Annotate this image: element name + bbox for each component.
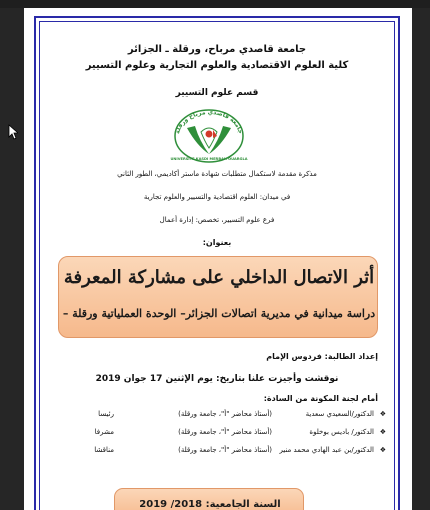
committee-member (46, 446, 386, 460)
member-rank: (أستاذ محاضر "أ"، جامعة ورقلة) (178, 428, 272, 436)
window-top-bar (0, 0, 430, 8)
thesis-title: أثر الاتصال الداخلي على مشاركة المعرفة (63, 267, 375, 288)
member-name: الدكتور/السعيدي سعدية (305, 410, 374, 418)
university-name: جامعة قاصدي مرباح، ورقلة ـ الجزائر (127, 44, 307, 55)
member-bullet: ❖ (379, 446, 386, 454)
thesis-title-box (58, 256, 378, 338)
memo-description: مذكرة مقدمة لاستكمال متطلبات شهادة ماستر أكاديمي، الطور الثاني (117, 170, 317, 178)
thesis-subtitle: دراسة ميدانية في مديرية اتصالات الجزائر– الوحدة العملياتية ورقلة – (62, 307, 376, 320)
member-bullet: ❖ (379, 428, 386, 436)
committee-label: أمام لجنة المكونة من السادة: (263, 394, 378, 403)
committee-member (46, 410, 386, 424)
viewer-right-margin (412, 8, 430, 510)
document-page (24, 8, 412, 510)
viewer-left-margin (0, 8, 24, 510)
member-name: الدكتور/بن عبد الهادي محمد منير (279, 446, 374, 454)
student-name: إعداد الطالبة: فردوس الإمام (266, 352, 378, 361)
field-line: في ميدان: العلوم اقتصادية والتسيير والعلوم تجارية (143, 193, 291, 201)
member-rank: (أستاذ محاضر "أ"، جامعة ورقلة) (178, 446, 272, 454)
title-label: بعنوان: (202, 238, 232, 247)
member-role: مشرفا (94, 428, 114, 436)
defense-date: نوقشت وأجيزت علنا بتاريخ: يوم الإثنين 17 جوان 2019 (95, 374, 339, 384)
logo-bottom-text: UNIVERSITE KASDI MERBAH OUARGLA (170, 157, 248, 161)
member-name: الدكتور/ باديس بوخلوة (309, 428, 374, 436)
academic-year: السنة الجامعية: 2018/ 2019 (139, 499, 281, 510)
member-role: رئيسا (98, 410, 114, 418)
member-role: مناقشا (94, 446, 114, 454)
member-bullet: ❖ (379, 410, 386, 418)
committee-member (46, 428, 386, 442)
mouse-pointer-icon (8, 124, 18, 140)
faculty-name: كلية العلوم الاقتصادية والعلوم التجارية وعلوم التسيير (85, 60, 349, 71)
department-name: قسم علوم التسيير (175, 88, 259, 98)
logo-arc-text: جامعة قاصدي مرباح ورقلة (174, 108, 244, 135)
university-logo (167, 102, 251, 164)
member-rank: (أستاذ محاضر "أ"، جامعة ورقلة) (178, 410, 272, 418)
academic-year-box (114, 488, 304, 510)
branch-line: فرع علوم التسيير، تخصص: إدارة أعمال (159, 216, 275, 224)
